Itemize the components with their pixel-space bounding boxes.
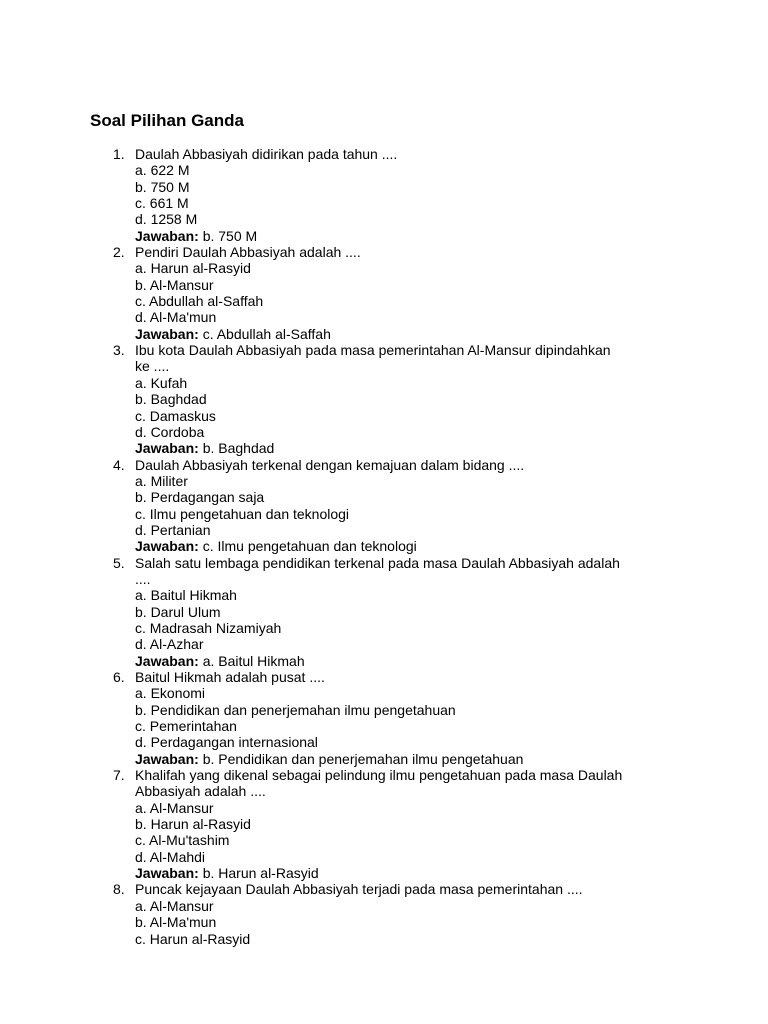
question-number: 6. <box>113 669 125 685</box>
answer-option: a. Harun al-Rasyid <box>135 260 251 277</box>
answer-option: d. 1258 M <box>135 211 198 228</box>
answer-option: d. Perdagangan internasional <box>135 734 318 751</box>
question-text: Baitul Hikmah adalah pusat .... <box>135 669 325 685</box>
answer-label: Jawaban: <box>135 750 199 767</box>
question-number: 7. <box>113 767 125 784</box>
question-text: Ibu kota Daulah Abbasiyah pada masa pemerintahan Al-Mansur dipindahkan ke .... <box>135 342 611 375</box>
answer-value: a. Baitul Hikmah <box>202 652 305 669</box>
answer-key <box>135 865 628 881</box>
answer-option: b. Baghdad <box>135 391 207 408</box>
answer-value: b. Pendidikan dan penerjemahan ilmu pengetahuan <box>202 750 524 767</box>
question-item <box>108 342 628 456</box>
answer-option: b. 750 M <box>135 178 190 195</box>
question-item <box>108 767 628 881</box>
answer-option: b. Darul Ulum <box>135 603 221 620</box>
answer-option: a. Baitul Hikmah <box>135 587 237 604</box>
answer-option: c. Ilmu pengetahuan dan teknologi <box>135 505 350 522</box>
answer-value: b. 750 M <box>202 227 258 244</box>
question-item <box>108 457 628 555</box>
question-text: Salah satu lembaga pendidikan terkenal pada masa Daulah Abbasiyah adalah .... <box>135 554 620 587</box>
answer-option: b. Al-Ma'mun <box>135 914 217 931</box>
answer-option: c. Madrasah Nizamiyah <box>135 619 282 636</box>
answer-label: Jawaban: <box>135 325 199 342</box>
question-item <box>108 669 628 767</box>
question-number: 2. <box>113 244 125 261</box>
answer-option: c. Harun al-Rasyid <box>135 930 251 947</box>
answer-option: d. Al-Azhar <box>135 636 204 653</box>
question-item <box>108 555 628 669</box>
answer-option: c. Al-Mu'tashim <box>135 832 230 849</box>
question-number: 4. <box>113 456 125 473</box>
question-text: Khalifah yang dikenal sebagai pelindung ilmu pengetahuan pada masa Daulah Abbasiyah adalah .... <box>135 767 623 800</box>
question-item <box>108 146 628 244</box>
answer-value: b. Harun al-Rasyid <box>202 865 319 882</box>
answer-option: a. Militer <box>135 472 188 489</box>
answer-option: b. Harun al-Rasyid <box>135 816 251 833</box>
answer-option: a. 622 M <box>135 162 190 179</box>
question-number: 5. <box>113 554 125 571</box>
question-number: 3. <box>113 342 125 359</box>
answer-label: Jawaban: <box>135 652 199 669</box>
answer-option: b. Pendidikan dan penerjemahan ilmu pengetahuan <box>135 701 456 718</box>
answer-label: Jawaban: <box>135 440 199 457</box>
answer-key <box>135 326 628 342</box>
question-item <box>108 244 628 342</box>
answer-option: d. Pertanian <box>135 521 211 538</box>
answer-option: a. Ekonomi <box>135 685 206 702</box>
answer-key <box>135 653 628 669</box>
question-text: Pendiri Daulah Abbasiyah adalah .... <box>135 244 361 261</box>
answer-option: a. Al-Mansur <box>135 799 214 816</box>
question-number: 1. <box>113 146 125 162</box>
answer-option: d. Al-Ma'mun <box>135 309 217 326</box>
question-text: Daulah Abbasiyah terkenal dengan kemajuan dalam bidang .... <box>135 456 525 473</box>
question-item <box>108 881 628 946</box>
answer-value: b. Baghdad <box>202 440 275 457</box>
document-title: Soal Pilihan Ganda <box>90 111 244 130</box>
answer-value: c. Ilmu pengetahuan dan teknologi <box>202 538 417 555</box>
answer-key <box>135 228 628 244</box>
question-text: Puncak kejayaan Daulah Abbasiyah terjadi pada masa pemerintahan .... <box>135 881 583 898</box>
answer-option: c. 661 M <box>135 195 189 212</box>
answer-option: d. Cordoba <box>135 423 205 440</box>
answer-option: c. Abdullah al-Saffah <box>135 293 264 310</box>
answer-option: c. Damaskus <box>135 407 216 424</box>
question-number: 8. <box>113 881 125 898</box>
answer-option: b. Al-Mansur <box>135 276 214 293</box>
answer-key <box>135 751 628 767</box>
answer-option: c. Pemerintahan <box>135 718 237 735</box>
answer-label: Jawaban: <box>135 865 199 882</box>
answer-option: a. Al-Mansur <box>135 897 214 914</box>
answer-key <box>135 440 628 456</box>
answer-key <box>135 538 628 554</box>
question-text: Daulah Abbasiyah didirikan pada tahun .... <box>135 146 398 162</box>
answer-label: Jawaban: <box>135 538 199 555</box>
answer-option: b. Perdagangan saja <box>135 489 265 506</box>
answer-option: d. Al-Mahdi <box>135 848 206 865</box>
answer-label: Jawaban: <box>135 227 199 244</box>
answer-option: a. Kufah <box>135 374 188 391</box>
answer-value: c. Abdullah al-Saffah <box>202 325 331 342</box>
question-list <box>108 146 628 947</box>
